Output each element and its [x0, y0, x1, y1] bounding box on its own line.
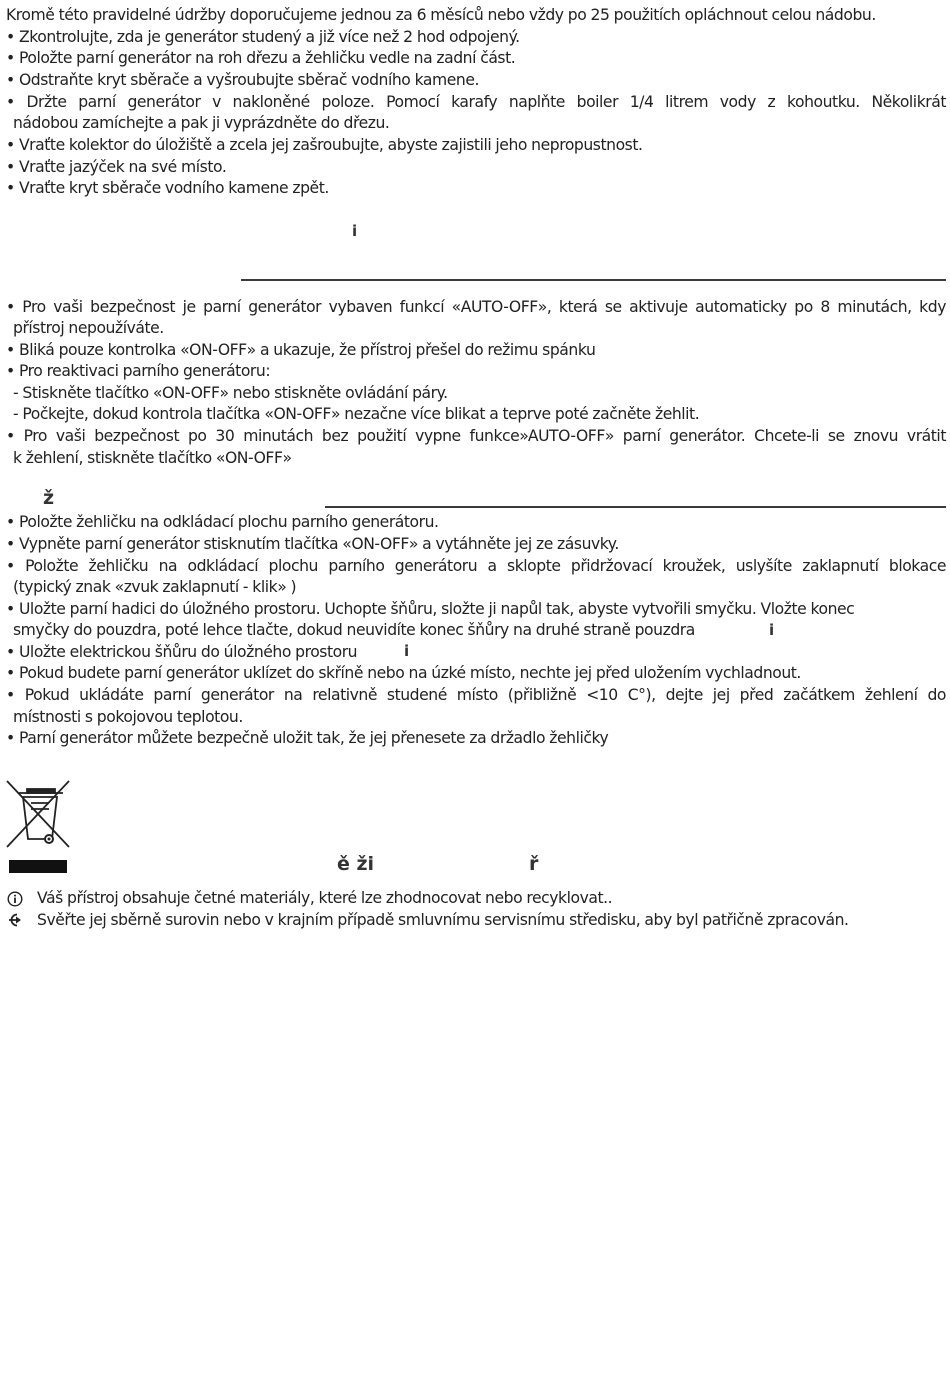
environment-heading-fragment: ř — [529, 853, 539, 875]
storage-inline-fragment: i — [404, 642, 410, 660]
storage-line: • Uložte elektrickou šňůru do úložného prostoru — [6, 642, 357, 664]
autooff-line: • Pro vaši bezpečnost je parní generátor vybaven funkcí «AUTO-OFF», která se aktivuje automaticky po 8 minutách, kdy — [6, 297, 946, 319]
autooff-line-continued: k žehlení, stiskněte tlačítko «ON-OFF» — [13, 449, 292, 467]
storage-line: • Uložte parní hadici do úložného prostoru. Uchopte šňůru, složte ji napůl tak, abyste vytvořili smyčku. Vložte konec — [6, 599, 854, 621]
hooked-arrow-icon — [7, 913, 25, 927]
maintenance-step: • Odstraňte kryt sběrače a vyšroubujte sběrač vodního kamene. — [6, 70, 479, 92]
storage-line-continued: místnosti s pokojovou teplotou. — [13, 708, 243, 726]
autooff-line: • Bliká pouze kontrolka «ON-OFF» a ukazuje, že přístroj přešel do režimu spánku — [6, 340, 595, 362]
maintenance-step: • Položte parní generátor na roh dřezu a žehličku vedle na zadní část. — [6, 48, 515, 70]
storage-line: • Položte žehličku na odkládací plochu parního generátoru. — [6, 512, 439, 534]
autooff-subline: - Stiskněte tlačítko «ON-OFF» nebo stiskněte ovládání páry. — [13, 384, 448, 402]
storage-line: • Parní generátor můžete bezpečně uložit tak, že jej přenesete za držadlo žehličky — [6, 728, 608, 750]
storage-inline-fragment: i — [769, 621, 775, 639]
info-text: Váš přístroj obsahuje četné materiály, které lze zhodnocovat nebo recyklovat.. — [37, 889, 613, 907]
autooff-line-continued: přístroj nepoužíváte. — [13, 319, 164, 337]
maintenance-step-continued: nádobou zamíchejte a pak ji vyprázdněte do dřezu. — [13, 114, 390, 132]
section-divider — [241, 279, 946, 281]
autooff-heading-fragment: i — [352, 222, 358, 240]
storage-line: • Položte žehličku na odkládací plochu parního generátoru a sklopte přidržovací kroužek, uslyšíte zaklapnutí blokace — [6, 556, 946, 578]
autooff-line: • Pro vaši bezpečnost po 30 minutách bez použití vypne funkce»AUTO-OFF» parní generátor. Chcete-li se znovu vrátit — [6, 426, 946, 448]
storage-line-continued: smyčky do pouzdra, poté lehce tlačte, dokud neuvidíte konec šňůry na druhé straně pouzdra — [13, 621, 695, 639]
storage-line: • Pokud ukládáte parní generátor na relativně studené místo (přibližně <10 C°), dejte jej před začátkem žehlení do — [6, 685, 946, 707]
storage-heading-fragment: ž — [43, 487, 55, 509]
storage-line: • Vypněte parní generátor stisknutím tlačítka «ON-OFF» a vytáhněte jej ze zásuvky. — [6, 534, 619, 556]
maintenance-intro: Kromě této pravidelné údržby doporučujeme jednou za 6 měsíců nebo vždy po 25 použitích opláchnout celou nádobu. — [6, 6, 876, 24]
arrow-text: Svěřte jej sběrně surovin nebo v krajním případě smluvnímu servisnímu středisku, aby byl patřičně zpracován. — [37, 911, 849, 929]
maintenance-step: • Vraťte jazýček na své místo. — [6, 157, 226, 179]
maintenance-step: • Vraťte kolektor do úložiště a zcela jej zašroubujte, abyste zajistili jeho nepropustnost. — [6, 135, 643, 157]
storage-line-continued: (typický znak «zvuk zaklapnutí - klik» ) — [13, 578, 297, 596]
autooff-subline: - Počkejte, dokud kontrola tlačítka «ON-OFF» nezačne více blikat a teprve poté začněte žehlit. — [13, 405, 700, 423]
maintenance-step: • Vraťte kryt sběrače vodního kamene zpět. — [6, 178, 329, 200]
storage-line: • Pokud budete parní generátor uklízet do skříně nebo na úzké místo, nechte jej před uložením vychladnout. — [6, 663, 801, 685]
autooff-line: • Pro reaktivaci parního generátoru: — [6, 361, 270, 383]
crossed-wheelie-bin-icon — [5, 779, 73, 851]
section-divider — [325, 506, 946, 508]
info-circle-icon — [7, 891, 23, 907]
weee-black-bar — [9, 860, 67, 873]
maintenance-step: • Držte parní generátor v nakloněné poloze. Pomocí karafy naplňte boiler 1/4 litrem vody z kohoutku. Několikrát — [6, 92, 946, 114]
maintenance-step: • Zkontrolujte, zda je generátor studený a již více než 2 hod odpojený. — [6, 27, 520, 49]
environment-heading-fragment: ě ži — [337, 853, 375, 875]
